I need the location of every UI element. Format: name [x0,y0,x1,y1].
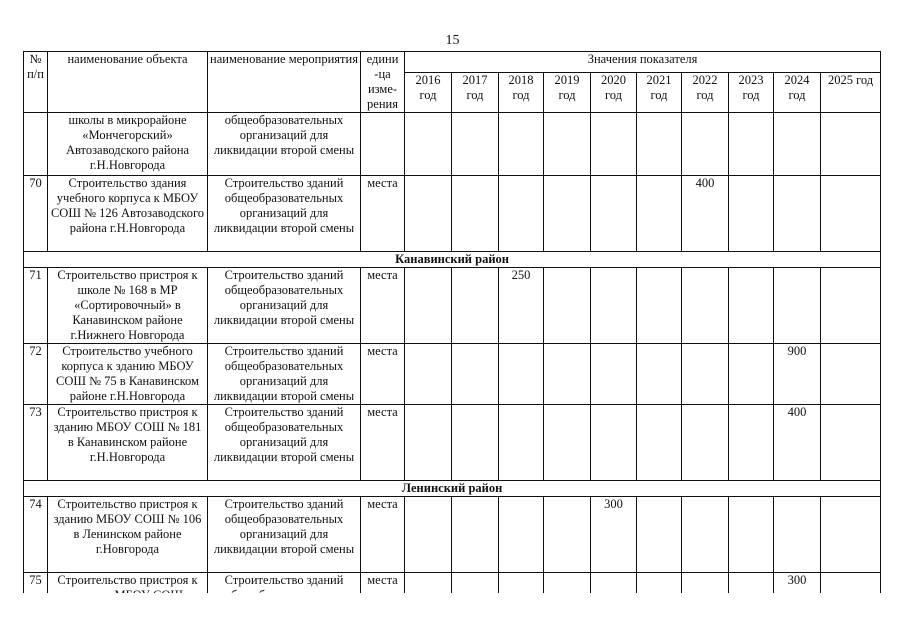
value-cell [544,176,591,252]
measure-name: общеобразовательных организаций для ликвидации второй смены [208,113,361,176]
table-row [24,405,881,481]
section-title: Ленинский район [24,481,881,497]
page-number: 15 [445,33,460,48]
value-cell [405,268,452,344]
value-cell [821,268,881,344]
measure-name: Строительство зданий общеобразовательных организаций для ликвидации второй смены [208,176,361,252]
header-year: 2025 год [821,72,881,112]
value-cell [405,497,452,573]
value-cell [405,113,452,176]
value-cell [452,405,499,481]
value-cell [682,497,729,573]
value-cell [405,176,452,252]
value-cell [637,176,682,252]
header-values: Значения показателя [405,52,881,73]
value-cell [821,113,881,176]
value-cell [682,113,729,176]
header-year: 2019 год [544,72,591,112]
value-cell [452,113,499,176]
value-cell: 400 [774,405,821,481]
value-cell [774,497,821,573]
object-name: Строительство пристроя к зданию МБОУ СОШ № 181 в Канавинском районе г.Н.Новгорода [48,405,208,481]
row-number: 71 [24,268,48,344]
value-cell: 900 [774,344,821,405]
header-year: 2023 год [729,72,774,112]
value-cell [452,344,499,405]
value-cell [774,268,821,344]
value-cell [729,405,774,481]
unit-cell: места [361,344,405,405]
value-cell [637,113,682,176]
row-number: 75 [24,573,48,614]
value-cell [821,497,881,573]
value-cell [729,113,774,176]
header-row [24,52,881,73]
header-measure: наименование мероприятия [208,52,361,113]
unit-cell: места [361,176,405,252]
unit-cell: места [361,497,405,573]
value-cell [499,497,544,573]
unit-cell: места [361,573,405,614]
value-cell [405,344,452,405]
table-row [24,176,881,252]
measure-name: Строительство зданий общеобразовательных организаций для ликвидации второй смены [208,268,361,344]
value-cell [682,268,729,344]
value-cell [544,113,591,176]
table-row [24,344,881,405]
row-number: 70 [24,176,48,252]
indicator-table [23,51,881,614]
value-cell [452,176,499,252]
header-year: 2017 год [452,72,499,112]
header-year: 2021 год [637,72,682,112]
unit-cell [361,113,405,176]
value-cell [591,405,637,481]
measure-name: Строительство зданий общеобразовательных организаций для ликвидации второй смены [208,405,361,481]
row-number: 73 [24,405,48,481]
object-name: школы в микрорайоне «Мончегорский» Автозаводского района г.Н.Новгорода [48,113,208,176]
value-cell: 300 [774,573,821,614]
value-cell [591,268,637,344]
value-cell [452,268,499,344]
unit-cell: места [361,268,405,344]
value-cell [729,176,774,252]
section-row [24,252,881,268]
value-cell [774,113,821,176]
value-cell [821,405,881,481]
header-num: № п/п [24,52,48,113]
value-cell: 400 [682,176,729,252]
value-cell [405,405,452,481]
value-cell [544,268,591,344]
value-cell [499,405,544,481]
object-name: Строительство пристроя к зданию МБОУ СОШ № 106 в Ленинском районе г.Новгорода [48,497,208,573]
section-title: Канавинский район [24,252,881,268]
value-cell [499,113,544,176]
header-year: 2024 год [774,72,821,112]
unit-cell: места [361,405,405,481]
value-cell [637,268,682,344]
value-cell [452,497,499,573]
value-cell [729,344,774,405]
value-cell [499,176,544,252]
value-cell [544,405,591,481]
value-cell [637,344,682,405]
value-cell [499,344,544,405]
object-name: Строительство пристроя к школе № 168 в МР «Сортировочный» в Канавинском районе г.Нижнего Новгорода [48,268,208,344]
value-cell [682,405,729,481]
value-cell [591,176,637,252]
table-row [24,113,881,176]
section-row [24,481,881,497]
row-number [24,113,48,176]
header-unit: едини -ца изме- рения [361,52,405,113]
value-cell [544,344,591,405]
object-name: Строительство здания учебного корпуса к МБОУ СОШ № 126 Автозаводского района г.Н.Новгорода [48,176,208,252]
value-cell [591,344,637,405]
header-object: наименование объекта [48,52,208,113]
value-cell [591,113,637,176]
page-bottom-margin [0,593,905,640]
measure-name: Строительство зданий общеобразовательных организаций для ликвидации второй смены [208,344,361,405]
header-year: 2022 год [682,72,729,112]
header-year: 2018 год [499,72,544,112]
table-row [24,497,881,573]
value-cell [729,268,774,344]
value-cell: 250 [499,268,544,344]
measure-name: Строительство зданий общеобразовательных организаций для ликвидации второй смены [208,497,361,573]
row-number: 74 [24,497,48,573]
table-row [24,268,881,344]
row-number: 72 [24,344,48,405]
header-year: 2016 год [405,72,452,112]
value-cell [821,176,881,252]
value-cell: 300 [591,497,637,573]
value-cell [682,344,729,405]
object-name: Строительство пристроя к [48,573,208,614]
value-cell [637,497,682,573]
header-year: 2020 год [591,72,637,112]
value-cell [544,497,591,573]
measure-name: Строительство зданий [208,573,361,614]
value-cell [637,405,682,481]
value-cell [729,497,774,573]
object-name: Строительство учебного корпуса к зданию МБОУ СОШ № 75 в Канавинском районе г.Н.Новгорода [48,344,208,405]
value-cell [821,344,881,405]
value-cell [774,176,821,252]
